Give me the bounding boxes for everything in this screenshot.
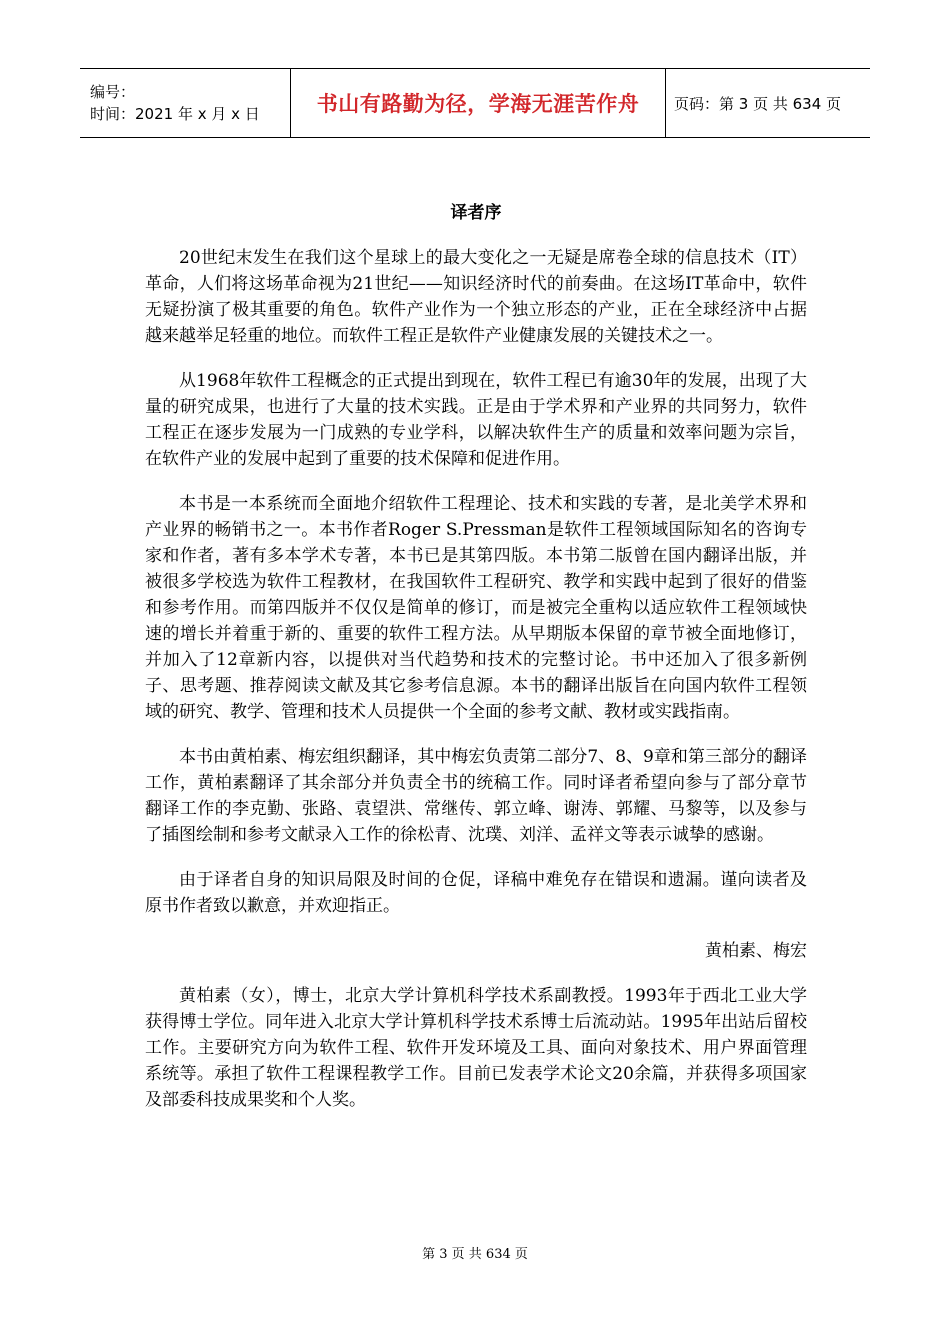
number-label: 编号： — [90, 83, 136, 101]
page-info: 页码：第 3 页 共 634 页 — [674, 94, 842, 113]
header-page-cell — [666, 69, 870, 137]
motto: 书山有路勤为径，学海无涯苦作舟 — [316, 92, 640, 116]
page-title: 译者序 — [450, 203, 502, 223]
paragraph-1: 20世纪末发生在我们这个星球上的最大变化之一无疑是席卷全球的信息技术（IT）革命，人们将这场革命视为21世纪——知识经济时代的前奏曲。在这场IT革命中，软件无疑扮演了极其重要的角色。软件产业作为一个独立形态的产业，正在全球经济中占据越来越举足轻重的地位。而软件工程正是软件产业健康发展的关键技术之一。 — [145, 248, 807, 346]
paragraph-2: 从1968年软件工程概念的正式提出到现在，软件工程已有逾30年的发展，出现了大量的研究成果，也进行了大量的技术实践。正是由于学术界和产业界的共同努力，软件工程正在逐步发展为一门成熟的专业学科，以解决软件生产的质量和效率问题为宗旨，在软件产业的发展中起到了重要的技术保障和促进作用。 — [145, 371, 807, 469]
time-label: 时间：2021 年 x 月 x 日 — [90, 105, 260, 123]
paragraph-3: 本书是一本系统而全面地介绍软件工程理论、技术和实践的专著，是北美学术界和产业界的畅销书之一。本书作者Roger S.Pressman是软件工程领域国际知名的咨询专家和作者，著有多本学术专著，本书已是其第四版。本书第二版曾在国内翻译出版，并被很多学校选为软件工程教材，在我国软件工程研究、教学和实践中起到了很好的借鉴和参考作用。而第四版并不仅仅是简单的修订，而是被完全重构以适应软件工程领域快速的增长并着重于新的、重要的软件工程方法。从早期版本保留的章节被全面地修订，并加入了12章新内容，以提供对当代趋势和技术的完整讨论。书中还加入了很多新例子、思考题、推荐阅读文献及其它参考信息源。本书的翻译出版旨在向国内软件工程领域的研究、教学、管理和技术人员提供一个全面的参考文献、教材或实践指南。 — [145, 494, 807, 722]
page-footer: 第 3 页 共 634 页 — [422, 1247, 528, 1262]
paragraph-5: 由于译者自身的知识局限及时间的仓促，译稿中难免存在错误和遗漏。谨向读者及原书作者致以歉意，并欢迎指正。 — [145, 870, 807, 916]
header-meta — [80, 69, 291, 137]
document-body — [145, 198, 807, 1132]
signature: 黄柏素、梅宏 — [705, 941, 807, 961]
paragraph-4: 本书由黄柏素、梅宏组织翻译，其中梅宏负责第二部分7、8、9章和第三部分的翻译工作，黄柏素翻译了其余部分并负责全书的统稿工作。同时译者希望向参与了部分章节翻译工作的李克勤、张路、袁望洪、常继传、郭立峰、谢涛、郭耀、马黎等，以及参与了插图绘制和参考文献录入工作的徐松青、沈璞、刘洋、孟祥文等表示诚挚的感谢。 — [145, 747, 807, 845]
bio-paragraph: 黄柏素（女），博士，北京大学计算机科学技术系副教授。1993年于西北工业大学获得博士学位。同年进入北京大学计算机科学技术系博士后流动站。1995年出站后留校工作。主要研究方向为软件工程、软件开发环境及工具、面向对象技术、用户界面管理系统等。承担了软件工程课程教学工作。目前已发表学术论文20余篇，并获得多项国家及部委科技成果奖和个人奖。 — [145, 986, 807, 1110]
header-motto-cell — [291, 69, 666, 137]
page-header — [80, 68, 870, 138]
